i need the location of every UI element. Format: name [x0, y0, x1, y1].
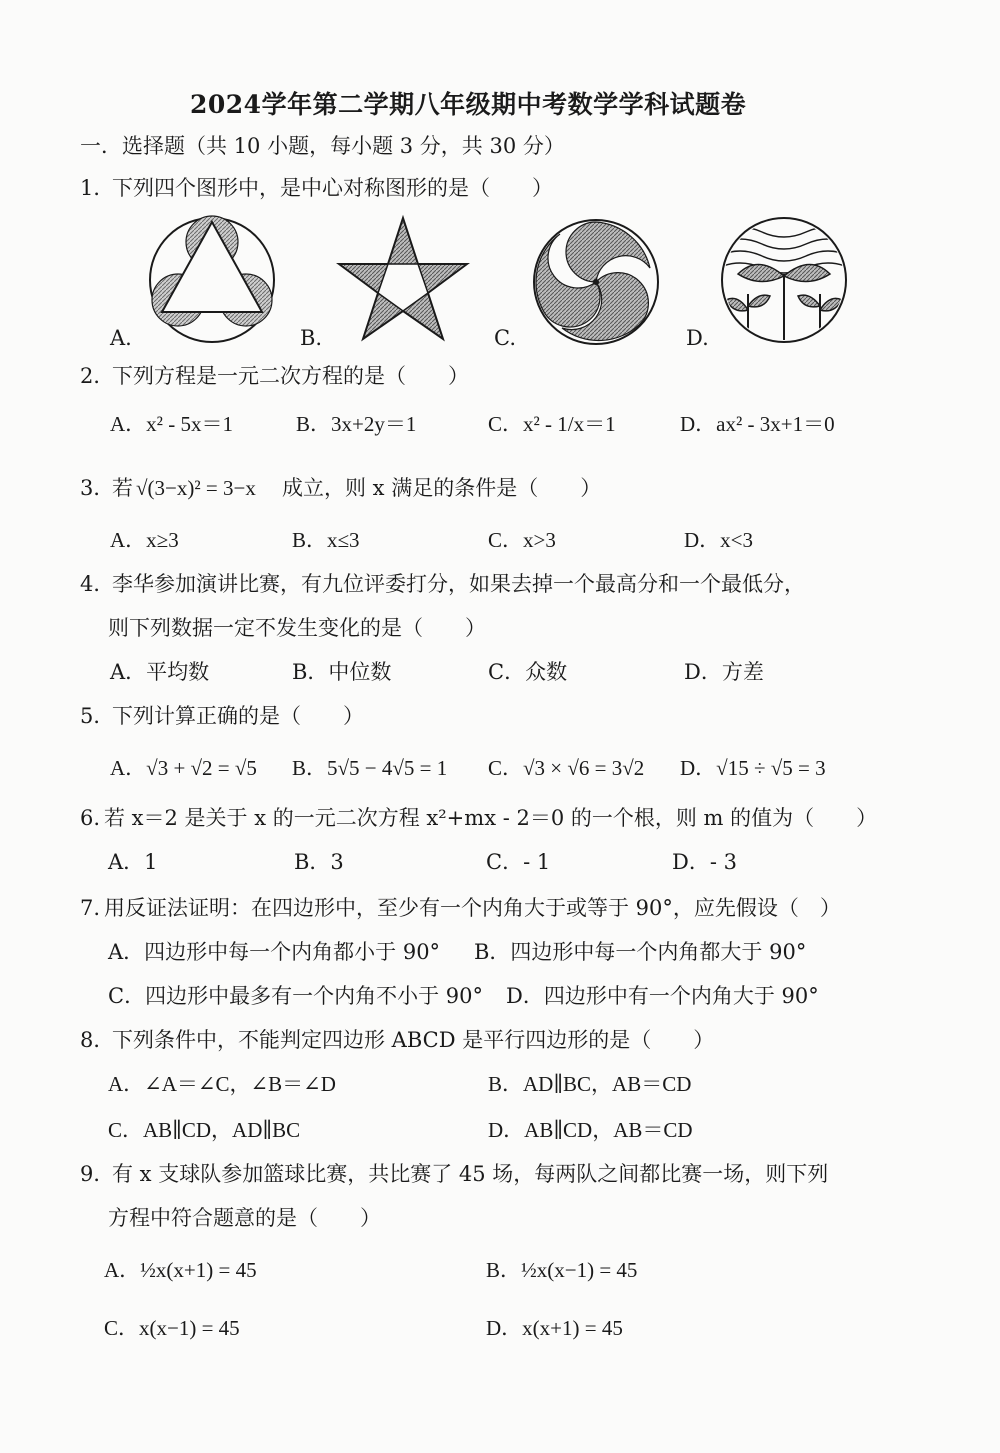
question-8-option-a: A．∠A＝∠C，∠B＝∠D [108, 1072, 336, 1096]
question-2-option-c: C．x² - 1/x＝1 [488, 412, 616, 436]
question-4-number: 4． [80, 572, 115, 596]
question-1-figure-b [336, 214, 470, 342]
question-8-option-c: C．AB∥CD，AD∥BC [108, 1118, 301, 1142]
question-7-option-d: D．四边形中有一个内角大于 90° [506, 984, 819, 1008]
question-3-number: 3． [80, 476, 115, 500]
question-9-number: 9． [80, 1162, 115, 1186]
question-4-stem: 李华参加演讲比赛，有九位评委打分，如果去掉一个最高分和一个最低分， [112, 572, 805, 596]
question-1-figure-d [718, 214, 850, 346]
question-5-stem: 下列计算正确的是（ ） [112, 704, 364, 728]
question-3-option-b: B．x≤3 [292, 528, 360, 552]
question-6-option-a: A．1 [108, 850, 158, 874]
question-4-option-d: D．方差 [684, 660, 764, 684]
question-1-figure-c [530, 216, 662, 348]
question-7-stem: 用反证法证明：在四边形中，至少有一个内角大于或等于 90°，应先假设（ ） [104, 896, 841, 920]
question-6-option-c: C．- 1 [486, 850, 551, 874]
question-7-option-b: B．四边形中每一个内角都大于 90° [474, 940, 807, 964]
question-3-option-c: C．x>3 [488, 528, 556, 552]
question-2-option-d: D．ax² - 3x+1＝0 [680, 412, 835, 436]
question-1-option-d: D. [686, 326, 709, 350]
question-2-stem: 下列方程是一元二次方程的是（ ） [112, 364, 469, 388]
question-6-stem: 若 x＝2 是关于 x 的一元二次方程 x²+mx - 2＝0 的一个根，则 m 的值为（ ） [104, 806, 878, 830]
question-3-stem-pre: 若 [112, 476, 133, 500]
question-2-option-a: A．x² - 5x＝1 [110, 412, 233, 436]
question-6-option-b: B．3 [294, 850, 344, 874]
question-9-option-d: D．x(x+1) = 45 [486, 1316, 623, 1340]
question-5-option-b: B．5√5 − 4√5 = 1 [292, 756, 448, 780]
question-8-option-d: D．AB∥CD，AB＝CD [488, 1118, 693, 1142]
question-4-option-a: A．平均数 [110, 660, 210, 684]
question-1-number: 1． [80, 176, 115, 200]
question-5-option-a: A．√3 + √2 = √5 [110, 756, 257, 780]
question-4-option-c: C．众数 [488, 660, 568, 684]
question-2-option-b: B．3x+2y＝1 [296, 412, 417, 436]
question-1-option-c: C. [494, 326, 516, 350]
question-9-option-a: A．½x(x+1) = 45 [104, 1258, 257, 1282]
question-6-option-d: D．- 3 [672, 850, 737, 874]
question-3-option-d: D．x<3 [684, 528, 754, 552]
question-3-stem-post: 成立，则 x 满足的条件是（ ） [282, 476, 602, 500]
question-5-option-d: D．√15 ÷ √5 = 3 [680, 756, 826, 780]
question-3-option-a: A．x≥3 [110, 528, 179, 552]
question-7-number: 7. [80, 896, 101, 920]
section-heading: 一．选择题（共 10 小题，每小题 3 分，共 30 分） [80, 134, 565, 158]
question-4-option-b: B．中位数 [292, 660, 392, 684]
question-1-option-a: A. [110, 326, 132, 350]
question-1-stem: 下列四个图形中，是中心对称图形的是（ ） [112, 176, 553, 200]
question-1-figure-a [146, 214, 278, 346]
question-9-option-b: B．½x(x−1) = 45 [486, 1258, 638, 1282]
question-4-stem-line-2: 则下列数据一定不发生变化的是（ ） [108, 616, 486, 640]
question-8-stem: 下列条件中，不能判定四边形 ABCD 是平行四边形的是（ ） [112, 1028, 715, 1052]
question-8-option-b: B．AD∥BC，AB＝CD [488, 1072, 692, 1096]
question-9-stem-line-2: 方程中符合题意的是（ ） [108, 1206, 381, 1230]
question-5-option-c: C．√3 × √6 = 3√2 [488, 756, 645, 780]
exam-title: 2024学年第二学期八年级期中考数学学科试题卷 [190, 90, 747, 119]
question-2-number: 2． [80, 364, 115, 388]
question-1-option-b: B. [300, 326, 323, 350]
question-9-stem: 有 x 支球队参加篮球比赛，共比赛了 45 场，每两队之间都比赛一场，则下列 [112, 1162, 829, 1186]
question-3-expression: √(3−x)² = 3−x [136, 476, 256, 500]
question-7-option-a: A．四边形中每一个内角都小于 90° [108, 940, 441, 964]
question-7-option-c: C．四边形中最多有一个内角不小于 90° [108, 984, 483, 1008]
question-9-option-c: C．x(x−1) = 45 [104, 1316, 240, 1340]
question-6-number: 6. [80, 806, 101, 830]
question-5-number: 5． [80, 704, 115, 728]
question-8-number: 8． [80, 1028, 115, 1052]
